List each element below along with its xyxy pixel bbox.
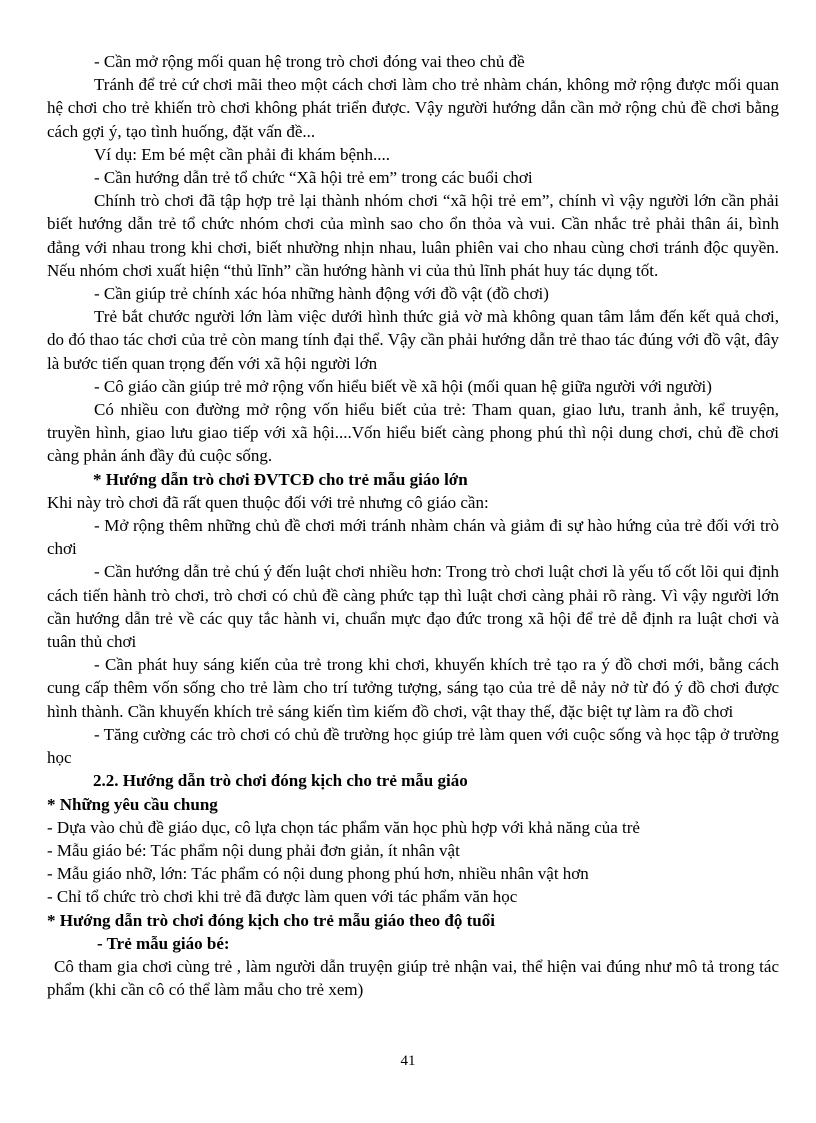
paragraph: Cô tham gia chơi cùng trẻ , làm người dẫn truyện giúp trẻ nhận vai, thể hiện vai đúng như mô tả trong tác phẩm (khi cần cô có thể làm mẫu cho trẻ xem) — [47, 956, 779, 1000]
paragraph: - Cần giúp trẻ chính xác hóa những hành động với đồ vật (đồ chơi) — [94, 284, 549, 304]
subsection-heading: * Hướng dẫn trò chơi đóng kịch cho trẻ mẫu giáo theo độ tuổi — [47, 910, 495, 930]
paragraph: - Mở rộng thêm những chủ đề chơi mới tránh nhàm chán và giảm đi sự hào hứng của trẻ đối với trò chơi — [47, 516, 779, 559]
paragraph: Chính trò chơi đã tập hợp trẻ lại thành nhóm chơi “xã hội trẻ em”, chính vì vậy người lớn cần phải biết hướng dẫn trẻ tổ chức nhóm chơi của mình sao cho ổn thỏa và vui. Cần nhắc trẻ phải thân ái, bình đẳng với nhau trong khi chơi, biết nhường nhịn nhau, luân phiên vai cho nhau cùng chơi tránh độc quyền. Nếu nhóm chơi xuất hiện “thủ lĩnh” cần hướng hành vi của thủ lĩnh phát huy tác dụng tốt. — [47, 191, 779, 280]
section-heading: * Hướng dẫn trò chơi ĐVTCĐ cho trẻ mẫu giáo lớn — [93, 469, 468, 489]
paragraph: - Tăng cường các trò chơi có chủ đề trường học giúp trẻ làm quen với cuộc sống và học tập ở trường học — [47, 724, 779, 768]
paragraph: - Cần mở rộng mối quan hệ trong trò chơi đóng vai theo chủ đề — [94, 52, 525, 71]
paragraph: Tránh để trẻ cứ chơi mãi theo một cách chơi làm cho trẻ nhàm chán, không mở rộng được mối quan hệ chơi cho trẻ khiến trò chơi không phát triển được. Vậy người hướng dẫn cần mở rộng chủ đề chơi bằng cách gợi ý, tạo tình huống, đặt vấn đề... — [47, 75, 779, 141]
section-heading: 2.2. Hướng dẫn trò chơi đóng kịch cho trẻ mẫu giáo — [93, 771, 468, 791]
subsection-heading: * Những yêu cầu chung — [47, 794, 218, 814]
paragraph: - Cần phát huy sáng kiến của trẻ trong khi chơi, khuyến khích trẻ tạo ra ý đồ chơi mới, bằng cách cung cấp thêm vốn sống cho trẻ làm cho trí tưởng tượng, sáng tạo của trẻ dễ nảy nở từ đó ý đồ chơi được hình thành. Cần khuyến khích trẻ sáng kiến tìm kiếm đồ chơi, vật thay thế, đặc biệt tự làm ra đồ chơi — [47, 655, 779, 721]
list-item: - Mẫu giáo bé: Tác phẩm nội dung phải đơn giản, ít nhân vật — [47, 840, 460, 860]
age-group-heading: - Trẻ mẫu giáo bé: — [97, 933, 230, 953]
paragraph: Trẻ bắt chước người lớn làm việc dưới hình thức giả vờ mà không quan tâm lắm đến kết quả chơi, do đó thao tác chơi của trẻ còn mang tính đại thể. Vậy cần phải hướng dẫn trẻ thao tác đúng với đồ vật, đây là bước tiến quan trọng đến với xã hội người lớn — [47, 307, 779, 373]
paragraph: - Cô giáo cần giúp trẻ mở rộng vốn hiểu biết về xã hội (mối quan hệ giữa người với người) — [94, 376, 712, 396]
page-number: 41 — [400, 1053, 416, 1069]
paragraph: - Cần hướng dẫn trẻ tổ chức “Xã hội trẻ em” trong các buổi chơi — [94, 168, 533, 188]
paragraph: Ví dụ: Em bé mệt cần phải đi khám bệnh.... — [94, 144, 391, 164]
page-body — [47, 50, 779, 1001]
paragraph: Có nhiều con đường mở rộng vốn hiểu biết của trẻ: Tham quan, giao lưu, tranh ảnh, kể truyện, truyền hình, giao lưu giao tiếp với xã hội....Vốn hiểu biết càng phong phú thì nội dung chơi, chủ đề chơi càng phản ánh đầy đủ cuộc sống. — [47, 400, 779, 466]
list-item: - Chỉ tổ chức trò chơi khi trẻ đã được làm quen với tác phẩm văn học — [47, 887, 518, 907]
paragraph: Khi này trò chơi đã rất quen thuộc đối với trẻ nhưng cô giáo cần: — [47, 492, 489, 512]
paragraph: - Cần hướng dẫn trẻ chú ý đến luật chơi nhiều hơn: Trong trò chơi luật chơi là yếu tố cốt lõi qui định cách tiến hành trò chơi, trò chơi có chủ đề càng phức tạp thì luật chơi càng phải rõ ràng. Vì vậy người lớn cần hướng dẫn trẻ về các quy tắc hành vi, chuẩn mực đạo đức trong xã hội để trẻ dễ định ra luật chơi và tuân thủ chơi — [47, 562, 779, 652]
list-item: - Mẫu giáo nhỡ, lớn: Tác phẩm có nội dung phong phú hơn, nhiều nhân vật hơn — [47, 864, 589, 884]
list-item: - Dựa vào chủ đề giáo dục, cô lựa chọn tác phẩm văn học phù hợp với khả năng của trẻ — [47, 817, 640, 837]
